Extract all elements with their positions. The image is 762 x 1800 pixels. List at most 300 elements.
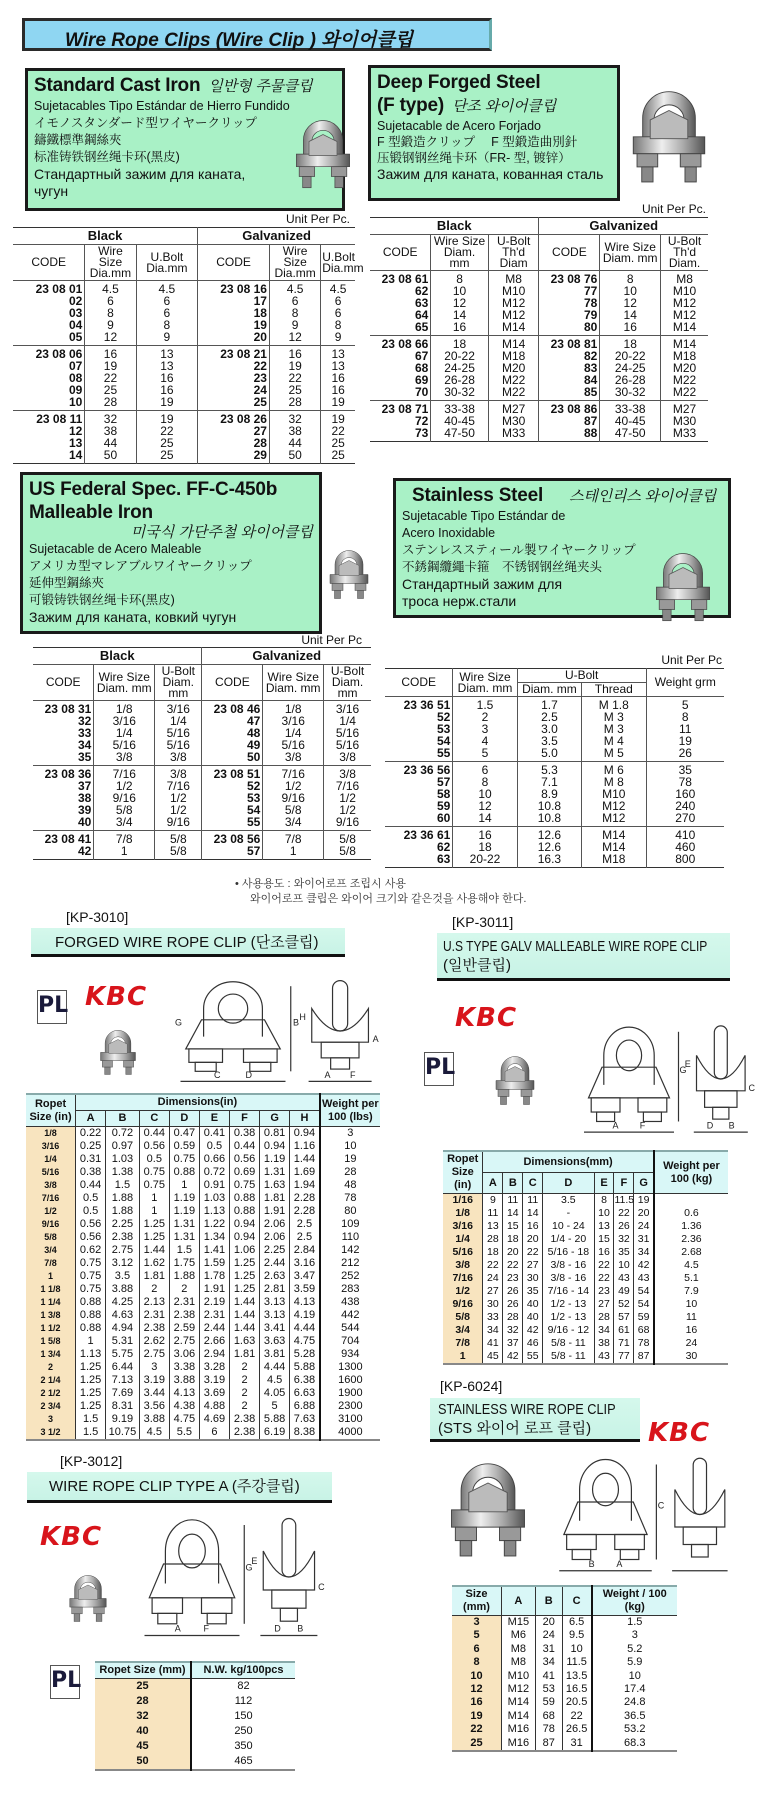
table-row <box>452 1616 677 1630</box>
value-cell: 270 <box>646 812 724 827</box>
table-row <box>33 701 371 716</box>
column-header-letter: C <box>139 1111 169 1127</box>
table-row <box>13 384 355 396</box>
value-cell: 26 <box>503 1298 523 1311</box>
dimension-label: C <box>214 1070 221 1081</box>
value-cell: 1.5 <box>106 1179 140 1192</box>
code-cell: 39 <box>33 804 94 816</box>
value-cell: 11 <box>503 1194 523 1208</box>
value-cell: 1.31 <box>260 1166 290 1179</box>
value-cell: M12 <box>488 309 539 321</box>
value-cell: 5/16 <box>324 727 371 739</box>
value-cell: 1/2 <box>155 792 202 804</box>
value-cell: 465 <box>191 1754 295 1770</box>
value-cell: M27 <box>488 401 539 416</box>
value-cell: 22 <box>614 1207 634 1220</box>
value-cell: 3 <box>320 1127 380 1141</box>
value-cell: 2 <box>229 1361 259 1374</box>
value-cell: 24 <box>634 1220 654 1233</box>
value-cell: 33-38 <box>600 401 661 416</box>
value-cell: 42 <box>523 1324 543 1337</box>
value-cell: 19 <box>321 396 355 411</box>
value-cell: 25 <box>321 449 355 464</box>
value-cell: M10 <box>502 1670 536 1683</box>
value-cell: 1.44 <box>139 1244 169 1257</box>
value-cell: M14 <box>488 321 539 336</box>
value-cell: 68 <box>535 1710 562 1723</box>
code-cell: 23 36 61 <box>385 827 453 842</box>
value-cell: 41 <box>483 1337 503 1350</box>
kp-3010-dimension-diagram <box>170 975 380 1087</box>
value-cell: 16 <box>136 372 198 384</box>
table-row <box>443 1324 728 1337</box>
size-cell: 2 <box>26 1361 76 1374</box>
code-cell: 40 <box>33 816 94 831</box>
value-cell: 2.75 <box>169 1335 199 1348</box>
value-cell: 4 <box>453 735 517 747</box>
value-cell: 22 <box>594 1272 614 1285</box>
spec-title-line2: (F type) <box>377 95 445 116</box>
dimension-label: B <box>297 1623 304 1634</box>
spec-description-line: アメリカ型マレアブルワイヤークリップ <box>29 559 252 573</box>
pl-badge: PL <box>50 1665 80 1699</box>
code-cell: 64 <box>370 309 431 321</box>
table-row <box>26 1270 380 1283</box>
value-cell: 13 <box>136 360 198 372</box>
kp-3011-banner <box>437 933 730 981</box>
value-cell: M8 <box>502 1656 536 1669</box>
value-cell: 0.56 <box>139 1140 169 1153</box>
value-cell: 1.91 <box>260 1205 290 1218</box>
column-header: U-Bolt <box>517 669 646 683</box>
table-row <box>443 1233 728 1246</box>
value-cell: 2.75 <box>139 1348 169 1361</box>
value-cell: 11.5 <box>614 1194 635 1206</box>
value-cell: 160 <box>646 788 724 800</box>
column-header: Thread <box>582 683 646 697</box>
value-cell: 26 <box>614 1220 634 1233</box>
value-cell: 4.75 <box>290 1335 320 1348</box>
column-header: C <box>562 1586 591 1616</box>
dimension-label: G <box>679 1065 687 1076</box>
code-cell: 23 08 76 <box>539 271 600 286</box>
value-cell: 3.44 <box>139 1387 169 1400</box>
size-cell: 1 5/8 <box>26 1335 76 1348</box>
value-cell: 16 <box>85 346 136 361</box>
code-cell: 23 36 56 <box>385 762 453 777</box>
value-cell: 4.94 <box>106 1322 140 1335</box>
value-cell: 5/16 <box>155 727 202 739</box>
value-cell: 16 <box>453 827 517 842</box>
code-cell: 60 <box>385 812 453 827</box>
value-cell: 38 <box>269 425 320 437</box>
value-cell: 4.69 <box>199 1413 229 1426</box>
value-cell: 1.13 <box>76 1348 106 1361</box>
table-row <box>452 1723 677 1736</box>
size-cell: 1 1/4 <box>26 1296 76 1309</box>
value-cell: 24 <box>654 1337 728 1350</box>
value-cell: 3.16 <box>290 1257 320 1270</box>
size-cell: 2 1/4 <box>26 1374 76 1387</box>
column-header-letter: F <box>229 1111 259 1127</box>
value-cell: 19 <box>646 735 724 747</box>
value-cell: M33 <box>661 427 708 442</box>
table-row <box>452 1656 677 1669</box>
dimension-label: D <box>706 1120 714 1131</box>
spec-title: Standard Cast Iron <box>34 75 201 96</box>
table-row <box>26 1257 380 1270</box>
spec-box-us-federal <box>20 472 322 634</box>
value-cell: 19 <box>321 411 355 426</box>
spec-box-standard-cast-iron <box>25 68 345 211</box>
value-cell: 54 <box>634 1298 654 1311</box>
value-cell: 2.19 <box>199 1296 229 1309</box>
column-header-letter: G <box>260 1111 290 1127</box>
table-row <box>13 425 355 437</box>
table-row <box>443 1311 728 1324</box>
value-cell: 0.41 <box>199 1127 229 1141</box>
value-cell: 30-32 <box>431 386 488 401</box>
value-cell: 22 <box>136 425 198 437</box>
kbc-logo: KBC <box>40 1522 103 1552</box>
dimension-label: D <box>274 1623 281 1634</box>
value-cell: 4000 <box>320 1426 380 1440</box>
table-row <box>443 1350 728 1364</box>
value-cell: 10.8 <box>517 812 581 827</box>
value-cell: 9/16 <box>263 792 324 804</box>
group-header-galvanized: Galvanized <box>198 228 355 245</box>
value-cell: 28 <box>503 1311 523 1324</box>
value-cell: M22 <box>488 386 539 401</box>
kbc-logo: KBC <box>85 982 148 1012</box>
value-cell: 800 <box>646 853 724 868</box>
value-cell: 4.63 <box>106 1309 140 1322</box>
value-cell: 47-50 <box>431 427 488 442</box>
column-header: CODE <box>370 235 431 271</box>
code-cell: 23 08 71 <box>370 401 431 416</box>
code-cell: 23 08 66 <box>370 336 431 351</box>
kp-3012-table <box>95 1661 295 1771</box>
value-cell: 20-22 <box>431 350 488 362</box>
value-cell: M 3 <box>582 723 646 735</box>
value-cell: M10 <box>661 285 708 297</box>
value-cell: 0.62 <box>76 1244 106 1257</box>
value-cell: 18 <box>600 336 661 351</box>
code-cell: 47 <box>202 715 263 727</box>
dimension-label: C <box>657 1500 665 1511</box>
value-cell: 0.38 <box>229 1127 259 1141</box>
value-cell: 5.28 <box>290 1348 320 1361</box>
value-cell: 45 <box>483 1350 503 1364</box>
value-cell: 12 <box>453 800 517 812</box>
size-cell: 2 3/4 <box>26 1400 76 1413</box>
code-cell: 70 <box>370 386 431 401</box>
value-cell: 22 <box>483 1259 503 1272</box>
table-row <box>33 766 371 781</box>
dimension-label: A <box>174 1623 181 1634</box>
value-cell: 44 <box>269 437 320 449</box>
value-cell: M12 <box>502 1683 536 1696</box>
value-cell: 2.5 <box>290 1218 320 1231</box>
value-cell: 1900 <box>320 1387 380 1400</box>
value-cell: 82 <box>191 1679 295 1695</box>
column-header-letter: E <box>199 1111 229 1127</box>
value-cell: 240 <box>646 800 724 812</box>
code-cell: 14 <box>13 449 85 464</box>
spec-description-line: 鑄鐵標準鋼絲夾 <box>34 133 122 147</box>
table-row <box>26 1179 380 1192</box>
value-cell: 2.31 <box>199 1309 229 1322</box>
value-cell: 1/2 <box>324 792 371 804</box>
value-cell: 24-25 <box>431 362 488 374</box>
value-cell: 53.2 <box>592 1723 678 1736</box>
value-cell: 13.5 <box>562 1670 591 1683</box>
value-cell: 35 <box>523 1285 543 1298</box>
size-cell: 16 <box>452 1696 502 1709</box>
table-row <box>13 331 355 346</box>
value-cell: 1.16 <box>290 1140 320 1153</box>
malleable-clip-photo <box>324 530 374 616</box>
value-cell: 3/8 <box>324 766 371 781</box>
value-cell <box>654 1194 728 1208</box>
value-cell: 24 <box>535 1629 562 1642</box>
value-cell: 15 <box>594 1233 614 1246</box>
spec-box-deep-forged <box>368 65 620 201</box>
column-header: Wire Size Diam. mm <box>431 235 488 271</box>
table-row <box>13 449 355 464</box>
table-row <box>13 372 355 384</box>
value-cell: 10 <box>453 788 517 800</box>
value-cell: 12 <box>600 297 661 309</box>
value-cell: 4.25 <box>106 1296 140 1309</box>
kp-3012-title: WIRE ROPE CLIP TYPE A (주강클립) <box>49 1478 300 1495</box>
code-cell: 23 08 31 <box>33 701 94 716</box>
code-cell: 23 08 06 <box>13 346 85 361</box>
kp-3010-table <box>26 1093 380 1441</box>
value-cell: 1.25 <box>229 1257 259 1270</box>
value-cell: 12.6 <box>517 827 581 842</box>
value-cell: 8 <box>453 776 517 788</box>
value-cell: M33 <box>488 427 539 442</box>
code-cell: 23 08 81 <box>539 336 600 351</box>
value-cell: 0.75 <box>229 1179 259 1192</box>
value-cell: 3/4 <box>263 816 324 831</box>
code-cell: 59 <box>385 800 453 812</box>
value-cell: 7.9 <box>654 1285 728 1298</box>
code-cell: 02 <box>13 295 85 307</box>
value-cell: 34 <box>535 1656 562 1669</box>
value-cell: 1.31 <box>169 1218 199 1231</box>
table-row <box>385 697 724 712</box>
dimension-label: F <box>639 1120 646 1131</box>
unit-label: Unit Per Pc <box>661 653 722 667</box>
table-row <box>95 1754 295 1770</box>
value-cell: 1/2 - 13 <box>543 1311 594 1324</box>
value-cell: 9 <box>483 1194 503 1208</box>
column-header: Size (mm) <box>452 1586 502 1616</box>
table-row <box>13 437 355 449</box>
code-cell: 49 <box>202 739 263 751</box>
value-cell: 78 <box>634 1337 654 1350</box>
value-cell: 1/2 <box>155 804 202 816</box>
value-cell: 5.88 <box>260 1413 290 1426</box>
column-header: N.W. kg/100pcs <box>191 1662 295 1679</box>
value-cell: 22 <box>562 1710 591 1723</box>
column-header: Weight / 100 (kg) <box>592 1586 678 1616</box>
value-cell: 110 <box>320 1231 380 1244</box>
table-row <box>26 1205 380 1218</box>
table-row <box>26 1400 380 1413</box>
size-cell: 9/16 <box>26 1218 76 1231</box>
value-cell: M14 <box>488 336 539 351</box>
value-cell: 8 <box>85 307 136 319</box>
value-cell: 2.06 <box>260 1218 290 1231</box>
value-cell: 1.44 <box>229 1322 259 1335</box>
size-cell: 28 <box>95 1694 191 1709</box>
column-header-weight: Weight per 100 (lbs) <box>320 1094 380 1127</box>
value-cell: 23 <box>594 1285 614 1298</box>
value-cell: 109 <box>320 1218 380 1231</box>
spec-description-line: Sujetacables Tipo Estándar de Hierro Fundido <box>34 99 290 113</box>
value-cell: 0.5 <box>76 1205 106 1218</box>
spec-title-korean: 미국식 가단주철 와이어클립 <box>130 524 313 541</box>
table-row <box>452 1670 677 1683</box>
value-cell: 5/16 <box>94 739 155 751</box>
us-type-clip-photo <box>490 1048 540 1110</box>
table-row <box>385 853 724 868</box>
value-cell: 7/8 <box>94 831 155 846</box>
value-cell: 27 <box>483 1285 503 1298</box>
value-cell: 2 <box>139 1283 169 1296</box>
table-row <box>370 271 708 286</box>
table-row <box>95 1724 295 1739</box>
table-row <box>13 346 355 361</box>
table-row <box>26 1283 380 1296</box>
value-cell: 1.36 <box>654 1220 728 1233</box>
value-cell: 1.06 <box>229 1244 259 1257</box>
value-cell: M14 <box>582 827 646 842</box>
value-cell: 0.88 <box>229 1205 259 1218</box>
value-cell: 8.9 <box>517 788 581 800</box>
value-cell: 24.8 <box>592 1696 678 1709</box>
value-cell: 18 <box>453 841 517 853</box>
size-cell: 7/8 <box>26 1257 76 1270</box>
value-cell: 1.25 <box>139 1231 169 1244</box>
value-cell: 1.31 <box>169 1231 199 1244</box>
value-cell: 8 <box>321 319 355 331</box>
value-cell: 9 <box>85 319 136 331</box>
size-cell: 9/16 <box>443 1298 483 1311</box>
value-cell: 34 <box>483 1324 503 1337</box>
table-row <box>443 1298 728 1311</box>
value-cell: 1/4 <box>263 727 324 739</box>
value-cell: 1.25 <box>229 1270 259 1283</box>
value-cell: 5 <box>260 1400 290 1413</box>
value-cell: 50 <box>85 449 136 464</box>
spec-title: Deep Forged Steel <box>377 72 541 93</box>
value-cell: 3.59 <box>290 1283 320 1296</box>
table-row <box>370 321 708 336</box>
value-cell: 8 <box>269 307 320 319</box>
value-cell: 12 <box>85 331 136 346</box>
value-cell: 28 <box>594 1311 614 1324</box>
value-cell: 0.75 <box>169 1153 199 1166</box>
value-cell: 2.66 <box>199 1335 229 1348</box>
table-row <box>26 1335 380 1348</box>
value-cell: 14 <box>431 309 488 321</box>
value-cell: 9/16 <box>94 792 155 804</box>
value-cell: 68.3 <box>592 1737 678 1751</box>
value-cell: 1.19 <box>169 1192 199 1205</box>
value-cell: 4.05 <box>260 1387 290 1400</box>
table-row <box>26 1296 380 1309</box>
value-cell: 10 <box>562 1643 591 1656</box>
value-cell: 25 <box>85 384 136 396</box>
value-cell: 6 <box>321 307 355 319</box>
value-cell: 30 <box>654 1350 728 1364</box>
size-cell: 7/8 <box>443 1337 483 1350</box>
size-cell: 12 <box>452 1683 502 1696</box>
value-cell: 13 <box>483 1220 503 1233</box>
value-cell: M 6 <box>582 762 646 777</box>
value-cell: 20-22 <box>453 853 517 868</box>
value-cell: 22 <box>523 1246 543 1259</box>
value-cell: 12 <box>269 331 320 346</box>
code-cell: 28 <box>198 437 270 449</box>
dimension-label: E <box>684 1059 691 1070</box>
column-header: Wire Size Diam. mm <box>600 235 661 271</box>
column-header: Wire Size Diam. mm <box>94 665 155 701</box>
size-cell: 1 <box>26 1270 76 1283</box>
value-cell: 78 <box>646 776 724 788</box>
table-row <box>443 1194 728 1208</box>
value-cell: M22 <box>661 386 708 401</box>
value-cell: 5/16 <box>155 739 202 751</box>
table-row <box>26 1231 380 1244</box>
value-cell: 0.88 <box>76 1322 106 1335</box>
value-cell: 0.75 <box>76 1270 106 1283</box>
value-cell: 37 <box>503 1337 523 1350</box>
kp-3012-dimension-diagram <box>135 1512 325 1642</box>
value-cell: M15 <box>502 1616 536 1630</box>
value-cell: 78 <box>320 1192 380 1205</box>
value-cell: 5.88 <box>290 1361 320 1374</box>
value-cell: 0.72 <box>199 1166 229 1179</box>
value-cell: 16 <box>600 321 661 336</box>
table-row <box>26 1348 380 1361</box>
value-cell: M 4 <box>582 735 646 747</box>
column-header: CODE <box>202 665 263 701</box>
value-cell: 2 <box>229 1374 259 1387</box>
value-cell: 8 <box>431 271 488 286</box>
value-cell: 1.88 <box>169 1270 199 1283</box>
value-cell: 25 <box>269 384 320 396</box>
size-cell: 5/16 <box>443 1246 483 1259</box>
code-cell: 37 <box>33 780 94 792</box>
value-cell: 1.25 <box>229 1283 259 1296</box>
value-cell: M16 <box>502 1723 536 1736</box>
table-row <box>443 1285 728 1298</box>
value-cell: 13 <box>594 1220 614 1233</box>
value-cell: 5/16 <box>263 739 324 751</box>
table-row <box>452 1696 677 1709</box>
value-cell: 3.88 <box>169 1374 199 1387</box>
spec-title-korean: 스테인리스 와이어클립 <box>569 488 716 505</box>
value-cell: 10 <box>592 1670 678 1683</box>
value-cell: 6 <box>136 307 198 319</box>
value-cell: M6 <box>502 1629 536 1642</box>
value-cell: 22 <box>594 1259 614 1272</box>
